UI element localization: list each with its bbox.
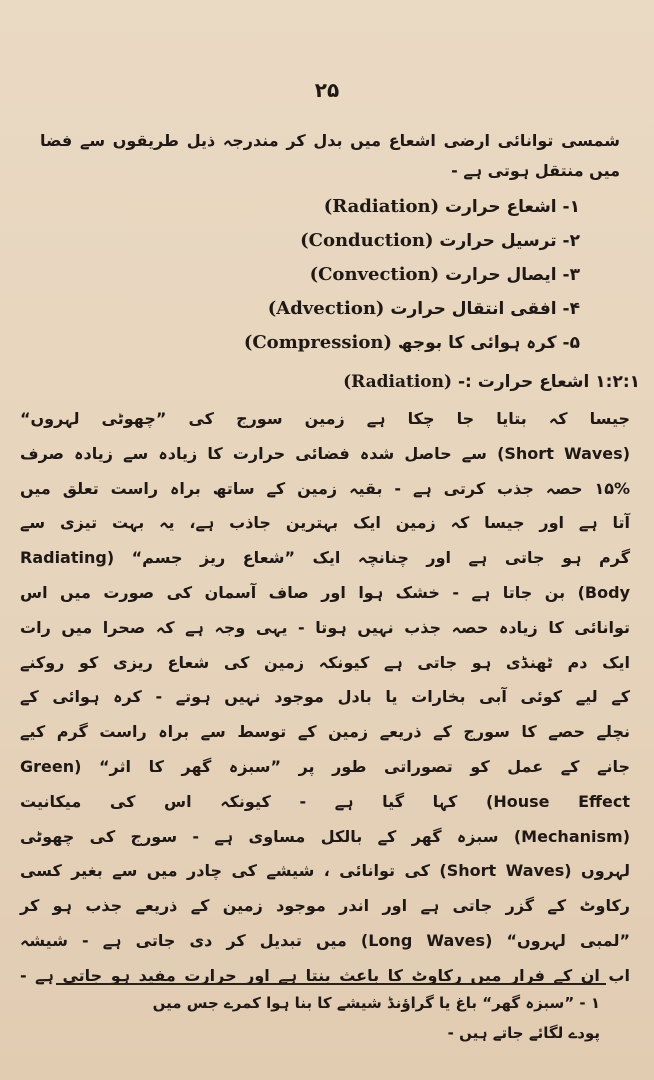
intro-paragraph: شمسی توانائی ارضی اشعاع میں بدل کر مندرجہ ذیل طریقوں سے فضا میں منتقل ہوتی ہے - bbox=[40, 131, 620, 180]
body-line: رکاوٹ کے گزر جاتی ہے اور اندر موجود زمین کے ذریعے جذب ہو کر bbox=[20, 896, 630, 916]
list-item-english: (Convection) bbox=[309, 264, 440, 285]
footnote-line: ۱ - ”سبزہ گھر“ باغ یا گراؤنڈ شیشے کا بنا ہوا کمرے جس میں bbox=[152, 994, 600, 1012]
section-title-urdu: اشعاع حرارت :- bbox=[457, 372, 590, 392]
list-item-english: (Radiation) bbox=[323, 196, 440, 217]
footnote bbox=[40, 988, 600, 1048]
body-line: کے لیے کوئی آبی بخارات یا بادل موجود نہیں ہوتے - کرہ ہوائی کے bbox=[20, 687, 630, 707]
body-line: House Effect) کہا گیا ہے - کیونکہ اس کی میکانیت bbox=[20, 791, 631, 811]
body-line: ”لمبی لہروں“ (Long Waves) میں تبدیل کر دی جاتی ہے - شیشہ bbox=[20, 930, 631, 950]
section-heading bbox=[280, 372, 640, 392]
list-item bbox=[200, 292, 580, 326]
list-item bbox=[200, 326, 580, 360]
list-item bbox=[200, 224, 580, 258]
list-item-urdu: ۵- کرہ ہوائی کا بوجھ bbox=[397, 333, 580, 353]
page-number: ۲۵ bbox=[314, 78, 340, 102]
footnote-divider bbox=[56, 983, 606, 985]
body-line: نچلے حصے کا سورج کے ذریعے زمین کے توسط سے براہ راست گرم کیے bbox=[20, 722, 630, 742]
body-line: ۱۵% حصہ جذب کرتی ہے - بقیہ زمین کے ساتھ براہ راست تعلق میں bbox=[20, 478, 630, 498]
list-item-urdu: ۳- ایصال حرارت bbox=[445, 265, 580, 285]
body-line: ایک دم ٹھنڈی ہو جاتی ہے کیونکہ زمین کی شعاع ریزی کو روکنے bbox=[20, 652, 630, 672]
heat-transfer-list bbox=[200, 190, 580, 360]
body-line: آتا ہے اور جیسا کہ زمین ایک بہترین جاذب ہے، یہ بہت تیزی سے bbox=[20, 513, 630, 533]
body-text bbox=[20, 402, 630, 994]
list-item-english: (Conduction) bbox=[300, 230, 434, 251]
list-item-urdu: ۲- ترسیل حرارت bbox=[439, 231, 580, 251]
body-line: توانائی کا زیادہ حصہ جذب نہیں ہوتا - یہی وجہ ہے کہ صحرا میں رات bbox=[20, 617, 630, 637]
body-line: جانے کے عمل کو تصوراتی طور پر ”سبزہ گھر کا اثر“ (Green bbox=[20, 756, 630, 776]
body-line: (Short Waves) سے حاصل شدہ فضائی حرارت کا زیادہ سے زیادہ صرف bbox=[20, 443, 630, 463]
section-number: ۱:۲:۱ bbox=[595, 372, 640, 392]
body-line: Body) بن جاتا ہے - خشک ہوا اور صاف آسمان کی صورت میں اس bbox=[20, 582, 630, 602]
list-item-urdu: ۱- اشعاع حرارت bbox=[445, 197, 580, 217]
list-item bbox=[200, 190, 580, 224]
list-item-english: (Advection) bbox=[267, 298, 385, 319]
list-item bbox=[200, 258, 580, 292]
list-item-urdu: ۴- افقی انتقال حرارت bbox=[390, 299, 580, 319]
footnote-line: پودے لگائے جاتے ہیں - bbox=[447, 1024, 600, 1042]
body-line: جیسا کہ بتایا جا چکا ہے زمین سورج کی ”چھوٹی لہروں“ bbox=[20, 409, 630, 428]
body-line: (Mechanism) سبزہ گھر کے بالکل مساوی ہے - سورج کی چھوٹی bbox=[20, 826, 630, 846]
body-line: لہروں (Short Waves) کی توانائی ، شیشے کی چادر میں سے بغیر کسی bbox=[20, 861, 630, 881]
section-title-english: (Radiation) bbox=[343, 372, 453, 392]
list-item-english: (Compression) bbox=[243, 332, 392, 353]
body-line: اب ان کے فرار میں رکاوٹ کا باعث بنتا ہے اور حرارت مفید ہو جاتی ہے - bbox=[20, 965, 630, 985]
body-line: گرم ہو جاتی ہے اور چنانچہ ایک ”شعاع ریز جسم“ (Radiating bbox=[20, 548, 630, 568]
